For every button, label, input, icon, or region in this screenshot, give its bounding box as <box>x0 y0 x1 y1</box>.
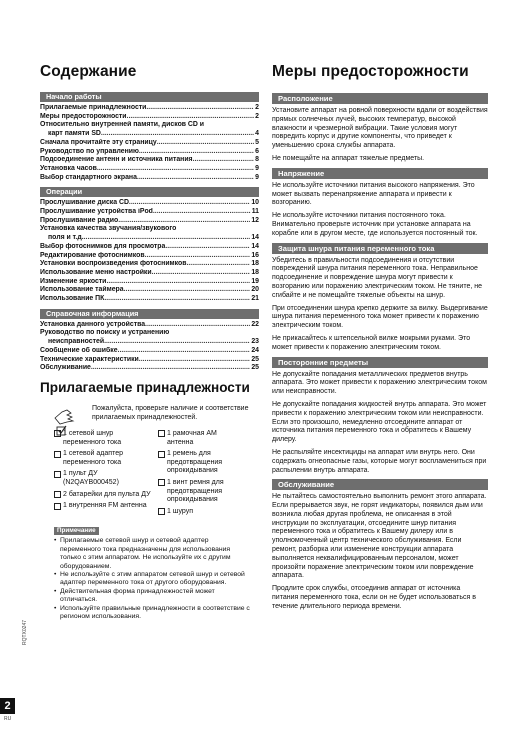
toc-item <box>40 148 259 157</box>
toc-leader <box>165 243 250 252</box>
toc-item-text: Подсоединение антенн и источника питания <box>40 156 193 164</box>
bullet-icon: • <box>54 537 57 545</box>
toc-list <box>40 104 259 182</box>
toc-item-text: Относительно внутренней памяти, дисков CD и <box>40 121 205 129</box>
precaution-section-title: Расположение <box>272 93 488 104</box>
note-text: Не используйте с этим аппаратом сетевой шнур и сетевой адаптер переменного тока от другого оборудования. <box>60 570 245 587</box>
note-item <box>54 588 250 605</box>
toc-leader <box>124 286 251 295</box>
accessory-item-text: 2 батарейки для пульта ДУ <box>63 490 151 498</box>
toc-item-page: 4 <box>255 130 259 138</box>
accessories-list <box>54 430 256 519</box>
toc-item-page: 2 <box>255 104 259 111</box>
note-label: Примечание <box>54 527 99 535</box>
toc-leader <box>101 130 254 139</box>
precaution-paragraph: При отсоединении шнура крепко держите за вилку. Выдергивание шнура питания переменного тока может привести к поражению электрическим током. <box>272 304 488 330</box>
toc-item-text: Сначала прочитайте эту страницу <box>40 138 157 146</box>
toc-leader <box>157 139 254 148</box>
toc-item-text: Использование таймера <box>40 286 124 294</box>
toc-item-text: Установка часов <box>40 164 97 172</box>
toc-item <box>40 174 259 183</box>
precaution-section-title: Посторонние предметы <box>272 357 488 368</box>
accessory-item <box>54 502 152 511</box>
toc-leader <box>139 148 254 157</box>
toc-item-page: 25 <box>251 364 259 372</box>
checkbox-icon <box>54 503 61 510</box>
page-number: 2 <box>0 698 15 714</box>
toc-section-title: Начало работы <box>40 92 259 102</box>
toc-item <box>40 364 259 373</box>
toc-item-text: Установка данного устройства <box>40 320 146 328</box>
toc-item-page: 11 <box>251 208 259 216</box>
toc-item-text: Руководство по управлению <box>40 147 139 155</box>
precaution-paragraph: Установите аппарат на ровной поверхности вдали от воздействия прямых солнечных лучей, высоких температур, высокой влажности и чрезмерной вибрации. Такие условия могут повредить корпус и другие компоненты, что приведет к уменьшению срока службы аппарата. <box>272 107 488 150</box>
toc-leader <box>84 234 251 243</box>
accessories-heading: Прилагаемые принадлежности <box>40 379 250 395</box>
precaution-section-title: Напряжение <box>272 168 488 179</box>
note-text: Прилагаемые сетевой шнур и сетевой адаптер переменного тока предназначены для использования только с этим аппаратом. Не используйте их с другим оборудованием. <box>60 537 231 570</box>
toc-item-page: 20 <box>251 286 259 294</box>
accessories-column-1 <box>54 430 152 519</box>
toc-item <box>40 217 259 226</box>
toc-item <box>40 260 259 269</box>
precautions-heading: Меры предосторожности <box>272 63 469 80</box>
toc-item-text: Изменение яркости <box>40 277 107 285</box>
toc-section-title: Справочная информация <box>40 309 259 319</box>
toc-item <box>40 356 259 365</box>
accessory-item <box>158 479 244 505</box>
toc-leader <box>91 364 250 373</box>
precaution-paragraph: Не используйте источники питания постоянного тока. Внимательно проверьте источник при установке аппарата на корабле или в другом месте, где используется постоянный ток. <box>272 212 478 237</box>
accessory-item <box>158 430 244 447</box>
toc-item-page: 9 <box>255 173 259 181</box>
accessory-item <box>158 508 244 517</box>
toc-item <box>40 347 259 356</box>
toc-item-text: Прослушивание радио <box>40 216 119 224</box>
bullet-icon: • <box>54 570 57 578</box>
precaution-paragraph: Не пытайтесь самостоятельно выполнить ремонт этого аппарата. Если прерывается звук, не горят индикаторы, появился дым или возникла любая другая проблема, не описанная в этой инструкции по эксплуатации, отсоедините шнур питания переменного тока и обратитесь к Вашему дилеру или в уполномоченный центр технического обслуживания. Если ремонт, разборка или изменение конструкции аппарата выполняется неквалифицированным персоналом, может произойти поражение электрическим током или повреждение аппарата. <box>272 493 487 580</box>
bullet-icon: • <box>54 604 57 612</box>
toc-section-title: Операции <box>40 187 259 197</box>
toc-item <box>40 165 259 174</box>
toc-item-text: Прилагаемые принадлежности <box>40 104 147 111</box>
toc-item <box>40 121 259 138</box>
checkbox-icon <box>54 471 61 478</box>
toc-item-text: Установки воспроизведения фотоснимков <box>40 260 187 268</box>
toc-item-page: 19 <box>251 277 259 285</box>
precaution-paragraph: Не распыляйте инсектициды на аппарат или внутрь него. Они содержать огнеопасные газы, которые могут воспламениться при распылении внутрь аппарата. <box>272 448 487 474</box>
accessory-item-text: 1 сетевой шнур переменного тока <box>63 429 122 446</box>
toc-item <box>40 243 259 252</box>
precaution-paragraph: Не помещайте на аппарат тяжелые предметы. <box>272 154 425 162</box>
note-item <box>54 537 250 571</box>
precaution-paragraph: Продлите срок службы, отсоединив аппарат от источника питания переменного тока, если он не будет использоваться в течение длительного периода времени. <box>272 585 476 610</box>
toc-leader <box>97 165 254 174</box>
toc-leader <box>118 347 251 356</box>
toc-list <box>40 199 259 303</box>
toc-item-page: 8 <box>255 156 259 164</box>
accessory-item <box>54 470 152 487</box>
toc-leader <box>106 278 250 287</box>
toc-item <box>40 278 259 287</box>
toc-leader <box>153 208 251 217</box>
toc-item-page: 5 <box>255 138 259 146</box>
accessories-box <box>44 404 256 621</box>
checkbox-icon <box>158 479 165 486</box>
toc-item-page: 18 <box>251 268 259 276</box>
accessories-intro: Пожалуйста, проверьте наличие и соответствие прилагаемых принадлежностей. <box>92 404 249 421</box>
toc-item <box>40 104 259 113</box>
toc-item-text: Прослушивание диска CD <box>40 199 129 207</box>
toc-item-page: 9 <box>255 164 259 172</box>
accessory-item-text: 1 шуруп <box>167 507 193 515</box>
toc-leader <box>146 104 254 113</box>
toc-item-line2 <box>40 130 259 139</box>
precaution-paragraph: Не допускайте попадания металлических предметов внутрь аппарата. Это может привести к поражению электрическим током или неисправности. <box>272 370 487 396</box>
note-text: Действительная форма принадлежностей может отличаться. <box>60 587 215 604</box>
toc-item-page: 22 <box>251 320 259 328</box>
toc-leader <box>104 338 250 347</box>
toc-item-line2 <box>40 234 259 243</box>
toc-item-text: Технические характеристики <box>40 355 139 363</box>
toc-item-text: Редактирование фотоснимков <box>40 251 145 259</box>
toc-item-page: 10 <box>251 199 259 207</box>
toc-item-page: 23 <box>251 338 259 346</box>
toc-item <box>40 329 259 346</box>
toc-leader <box>118 217 250 226</box>
toc-item <box>40 156 259 165</box>
accessory-item <box>158 450 244 476</box>
toc-leader <box>127 113 255 122</box>
checkbox-icon <box>54 491 61 498</box>
toc-item-text: Выбор фотоснимков для просмотра <box>40 242 166 250</box>
toc-item-text-cont: карт памяти SD <box>48 130 101 138</box>
note-item <box>54 605 250 622</box>
checklist-hand-icon <box>54 408 76 438</box>
toc-item-page: 18 <box>251 260 259 268</box>
table-of-contents <box>40 92 259 373</box>
toc-leader <box>104 295 250 304</box>
accessories-column-2 <box>158 430 244 519</box>
precaution-paragraph: Не прикасайтесь к штепсельной вилке мокрыми руками. Это может привести к поражению электрическим током. <box>272 334 471 351</box>
toc-item <box>40 225 259 242</box>
precaution-section-title: Обслуживание <box>272 479 488 490</box>
precaution-paragraph: Не допускайте попадания жидкостей внутрь аппарата. Это может привести к поражению электрическим током или неисправности. Если это произошло, немедленно отсоедините аппарат от источника питания переменного тока и обратитесь к Вашему дилеру. <box>272 400 487 444</box>
checkbox-icon <box>158 508 165 515</box>
toc-leader <box>129 199 250 208</box>
precaution-paragraph: Не используйте источники питания высокого напряжения. Это может вызвать перенапряжение аппарата и привести к возгоранию. <box>272 181 475 207</box>
toc-leader <box>152 269 251 278</box>
language-code: RU <box>4 716 12 722</box>
toc-item-text-cont: неисправностей <box>48 338 105 346</box>
toc-item-text-cont: поля и т.д. <box>48 234 84 242</box>
toc-item-page: 16 <box>251 251 259 259</box>
precaution-section-title: Защита шнура питания переменного тока <box>272 243 488 254</box>
toc-leader <box>186 260 250 269</box>
toc-leader <box>193 156 255 165</box>
toc-list <box>40 321 259 373</box>
toc-item-text: Выбор стандартного экрана <box>40 173 137 181</box>
toc-item-page: 2 <box>255 112 259 120</box>
accessory-item-text: 1 винт ремня для предотвращения опрокидывания <box>167 478 224 504</box>
precaution-paragraph: Убедитесь в правильности подсоединения и отсутствии повреждений шнура питания переменного тока. Неправильное подсоединение и повреждение шнура могут привести к возгоранию или поражению электрическим током. Не тяните, не сгибайте и не помещайте тяжелые объекты на шнур. <box>272 256 482 299</box>
toc-item <box>40 199 259 208</box>
toc-item-line2 <box>40 338 259 347</box>
toc-leader <box>139 356 251 365</box>
accessory-item-text: 1 ремень для предотвращения опрокидывания <box>167 450 223 475</box>
note-text: Используйте правильные принадлежности в соответствие с регионом использования. <box>60 604 250 620</box>
toc-item-page: 12 <box>251 216 259 224</box>
checkbox-icon <box>158 451 165 458</box>
toc-item <box>40 208 259 217</box>
toc-item <box>40 321 259 330</box>
accessory-item-text: 1 внутренняя FM антенна <box>63 502 147 510</box>
toc-item <box>40 113 259 122</box>
toc-item <box>40 252 259 261</box>
toc-item-text: Обслуживание <box>40 364 91 372</box>
toc-leader <box>137 174 254 183</box>
bullet-icon: • <box>54 587 57 595</box>
toc-item-text: Руководство по поиску и устранению <box>40 329 170 337</box>
toc-item-page: 14 <box>251 234 259 242</box>
accessory-item-text: 1 рамочная AM антенна <box>167 429 217 446</box>
checkbox-icon <box>158 430 165 437</box>
toc-item-page: 6 <box>255 147 259 155</box>
toc-item-page: 24 <box>251 346 259 354</box>
right-column <box>272 62 488 616</box>
accessory-item <box>54 450 152 467</box>
accessory-item-text: 1 сетевой адаптер переменного тока <box>63 450 123 466</box>
precautions-sections <box>272 93 488 612</box>
accessory-item <box>54 491 152 500</box>
accessory-item-text: 1 пульт ДУ (N2QAYB000452) <box>63 470 119 486</box>
toc-item <box>40 286 259 295</box>
toc-item-page: 14 <box>251 242 259 250</box>
toc-item-text: Меры предосторожности <box>40 112 127 120</box>
toc-item <box>40 295 259 304</box>
toc-leader <box>145 252 251 261</box>
toc-item-page: 25 <box>251 355 259 363</box>
toc-item <box>40 269 259 278</box>
toc-item-text: Прослушивание устройства iPod <box>40 208 153 216</box>
note-item <box>54 571 250 588</box>
toc-item-text: Сообщение об ошибке <box>40 346 118 354</box>
toc-heading: Содержание <box>40 63 137 80</box>
document-code: RQTX0247 <box>22 619 28 645</box>
notes-list <box>54 537 250 621</box>
toc-item-text: Использование ПК <box>40 295 105 303</box>
toc-leader <box>145 321 250 330</box>
toc-item-text: Использование меню настройки <box>40 268 152 276</box>
toc-item-page: 21 <box>251 295 259 303</box>
left-column <box>40 62 259 621</box>
checkbox-icon <box>54 451 61 458</box>
toc-item <box>40 139 259 148</box>
toc-item-text: Установка качества звучания/звукового <box>40 225 177 233</box>
